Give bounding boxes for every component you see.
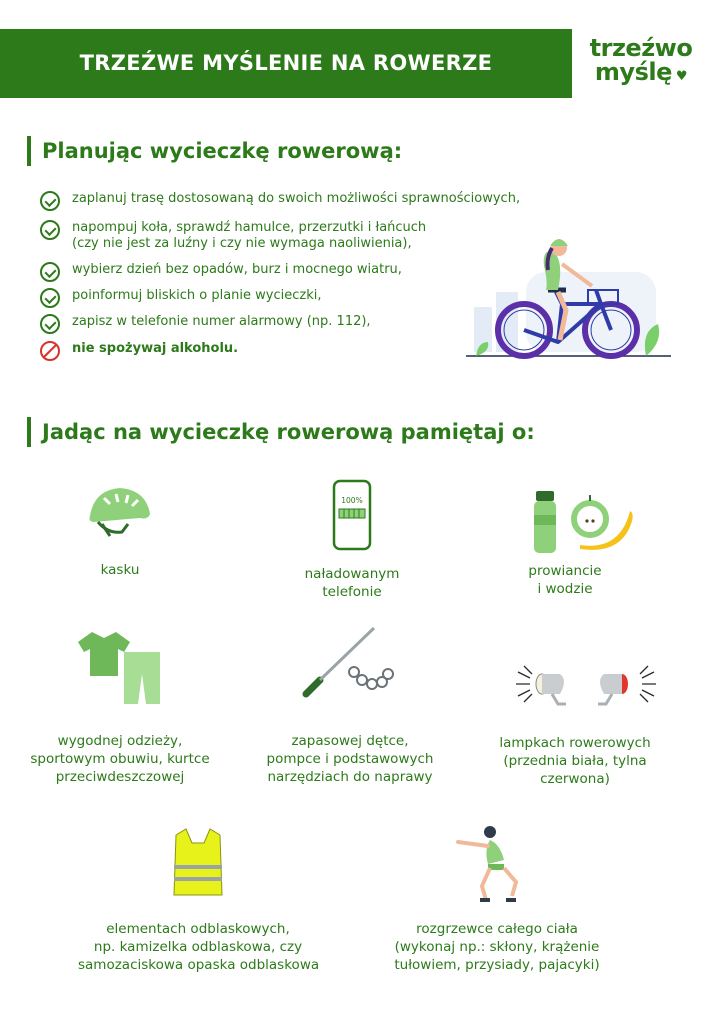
check-icon [40,220,60,240]
warning-text: nie spożywaj alkoholu. [72,341,239,356]
checklist-item-text: zaplanuj trasę dostosowaną do swoich możliwości sprawnościowych, [72,191,521,206]
tools-icon [300,622,400,702]
section-marker [27,417,31,447]
item-caption-food: prowiancie i wodzie [528,563,602,597]
item-caption-phone: naładowanym telefonie [304,566,400,600]
food-icon [526,487,636,557]
check-icon [40,262,60,282]
bike-lights-icon [516,662,656,708]
checklist-item [40,220,426,256]
checklist-item-text: wybierz dzień bez opadów, burz i mocnego wiatru, [72,262,402,277]
page-title: TRZEŹWE MYŚLENIE NA ROWERZE [79,51,493,75]
phone-icon [332,479,372,551]
section-1-title: Planując wycieczkę rowerową: [42,139,403,163]
logo [586,36,696,89]
no-alcohol-icon [40,341,60,361]
logo-line-2: myślę ♥ [594,58,688,86]
squat-icon [454,824,534,904]
check-icon [40,191,60,211]
check-icon [40,314,60,334]
clothes-icon [72,628,168,708]
checklist-item [40,262,402,284]
checklist-item [40,314,371,336]
item-caption-clothes: wygodnej odzieży, sportowym obuwiu, kurtce przeciwdeszczowej [30,733,210,785]
check-icon [40,288,60,308]
logo-line-1: trzeźwo [589,34,693,62]
item-caption-helmet: kasku [100,562,140,578]
checklist-item-text: napompuj koła, sprawdź hamulce, przerzutki i łańcuch (czy nie jest za luźny i czy nie wymaga naoliwienia), [72,220,427,251]
checklist-item-text: poinformuj bliskich o planie wycieczki, [72,288,322,303]
svg-text:100%: 100% [341,496,363,505]
warning-item [40,341,238,363]
helmet-icon [84,486,154,540]
item-caption-tools: zapasowej dętce, pompce i podstawowych narzędziach do naprawy [266,733,434,785]
vest-icon [170,827,226,899]
item-caption-vest: elementach odblaskowych, np. kamizelka odblaskowa, czy samozaciskowa opaska odblaskowa [78,921,320,973]
checklist-item [40,288,321,310]
checklist-item-text: zapisz w telefonie numer alarmowy (np. 112), [72,314,371,329]
item-caption-squat: rozgrzewce całego ciała (wykonaj np.: skłony, krążenie tułowiem, przysiady, pajacyki) [394,921,600,973]
cyclist-illustration [466,232,676,372]
section-2-title: Jadąc na wycieczkę rowerową pamiętaj o: [42,420,535,444]
item-caption-lights: lampkach rowerowych (przednia biała, tylna czerwona) [499,735,651,787]
section-marker [27,136,31,166]
checklist-item [40,191,520,213]
